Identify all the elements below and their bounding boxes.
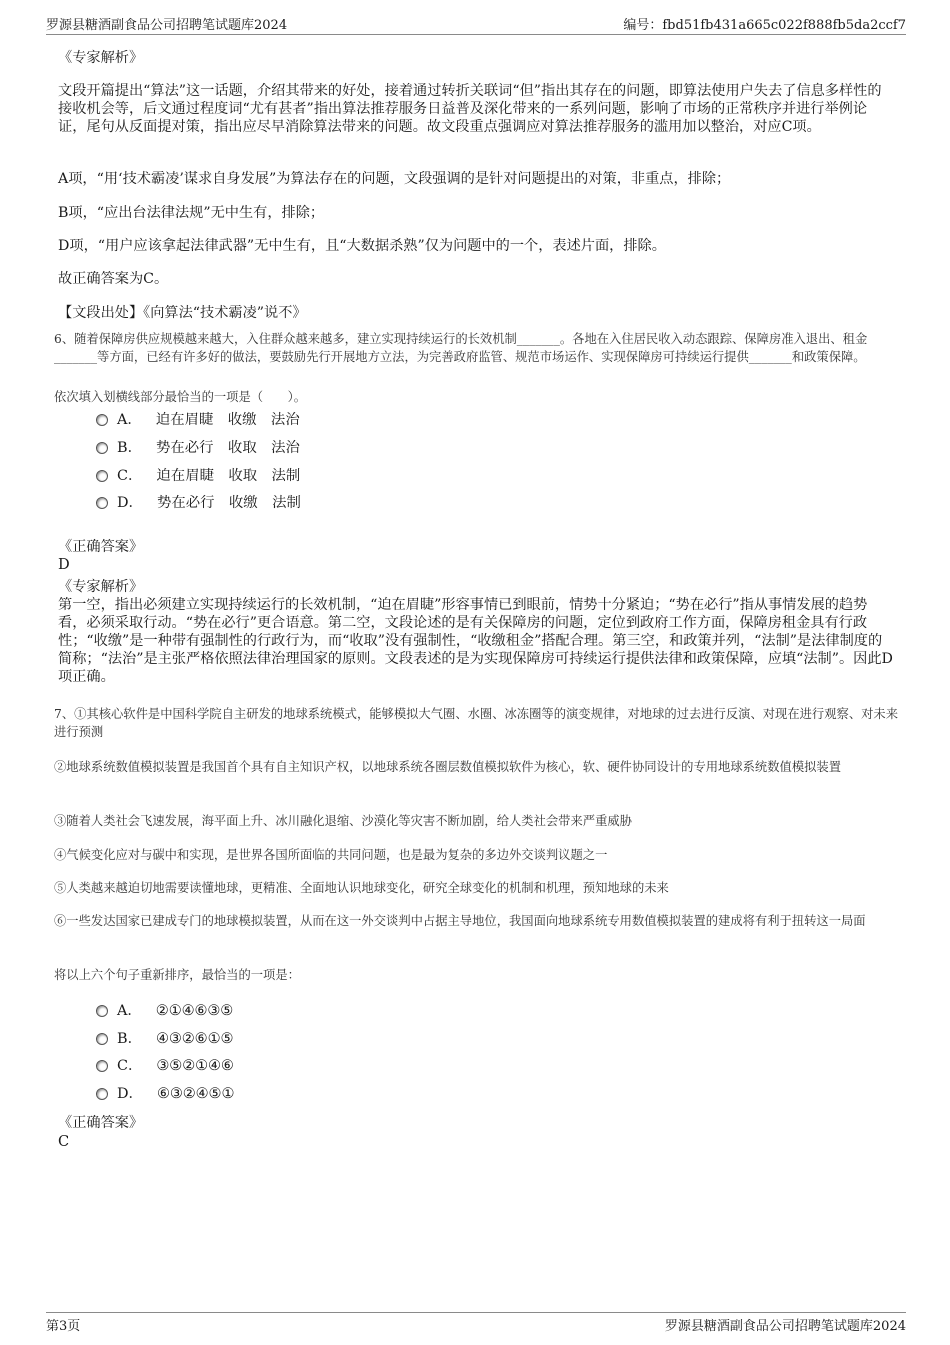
analysis-option-d: D项，“用户应该拿起法律武器”无中生有，且“大数据杀熟”仅为问题中的一个，表述片面，排除。 [58,238,666,254]
q7-prompt: 将以上六个句子重新排序，最恰当的一项是： [54,968,300,982]
page-footer [46,1312,906,1335]
analysis-option-a: A项，“用‘技术霸凌’谋求自身发展”为算法存在的问题，文段强调的是针对问题提出的对策，非重点，排除； [58,171,731,187]
page-number: 第3页 [46,1319,81,1334]
option-text: 迫在眉睫 收取 法制 [156,468,301,484]
expert-analysis-heading: 《专家解析》 [58,50,144,66]
option-text: 迫在眉睫 收缴 法治 [155,412,300,428]
expert-analysis-text: 文段开篇提出“算法”这一话题，介绍其带来的好处，接着通过转折关联词“但”指出其存在的问题，即算法使用户失去了信息多样性的接收机会等，后文通过程度词“尤有甚者”指出算法推荐服务日益普及深化带来的一系列问题，影响了市场的正常秩序并进行举例论证，尾句从反面提对策，指出应尽早消除算法带来的问题。故文段重点强调应对算法推荐服务的滥用加以整治，对应C项。 [58,83,882,135]
q7-sentence-1: 7、①其核心软件是中国科学院自主研发的地球系统模式，能够模拟大气圈、水圈、冰冻圈等的演变规律，对地球的过去进行反演、对现在进行观察、对未来进行预测 [54,707,899,739]
q7-answer-heading: 《正确答案》 [58,1115,144,1131]
radio-icon[interactable] [96,470,108,482]
radio-icon[interactable] [96,1005,108,1017]
q6-option-c[interactable] [96,466,300,486]
radio-icon[interactable] [96,1033,108,1045]
header-doc-id: 编号：fbd51fb431a665c022f888fb5da2ccf7 [623,18,906,33]
option-text: ②①④⑥③⑤ [155,1003,234,1019]
q7-sentence-2: ②地球系统数值模拟装置是我国首个具有自主知识产权，以地球系统各圈层数值模拟软件为核心，软、硬件协同设计的专用地球系统数值模拟装置 [54,760,842,774]
option-text: 势在必行 收取 法治 [155,440,300,456]
q7-sentence-3: ③随着人类社会飞速发展，海平面上升、冰川融化退缩、沙漠化等灾害不断加剧，给人类社会带来严重威胁 [54,814,632,828]
page-header [46,14,906,35]
option-text: ③⑤②①④⑥ [156,1058,234,1074]
q6-stem: 6、随着保障房供应规模越来越大，入住群众越来越多，建立实现持续运行的长效机制_______。各地在入住居民收入动态跟踪、保障房准入退出、租金_______等方面，已经有许多好的做法，要鼓励先行开展地方立法，为完善政府监管、规范市场运作、实现保障房可持续运行提供_______和政策保障。 [54,332,868,364]
radio-icon[interactable] [96,1060,108,1072]
radio-icon[interactable] [96,442,108,454]
q7-option-b[interactable] [96,1029,233,1049]
option-letter: B． [117,1031,142,1047]
option-letter: D． [117,1086,143,1102]
q7-sentence-5: ⑤人类越来越迫切地需要读懂地球，更精准、全面地认识地球变化，研究全球变化的机制和机理，预知地球的未来 [54,881,669,895]
option-text: 势在必行 收缴 法制 [156,495,301,511]
q6-option-b[interactable] [96,438,300,458]
q6-prompt: 依次填入划横线部分最恰当的一项是（ ）。 [54,390,307,404]
option-letter: A． [117,1003,142,1019]
option-letter: A． [117,412,142,428]
q7-answer: C [58,1133,70,1150]
q6-expert-heading: 《专家解析》 [58,579,144,595]
radio-icon[interactable] [96,1088,108,1100]
radio-icon[interactable] [96,414,108,426]
option-letter: C． [117,1058,143,1074]
q6-answer: D [58,556,70,573]
option-letter: D． [117,495,143,511]
q7-sentence-4: ④气候变化应对与碳中和实现，是世界各国所面临的共同问题，也是最为复杂的多边外交谈判议题之一 [54,848,608,862]
q7-option-c[interactable] [96,1056,234,1076]
q6-option-a[interactable] [96,410,300,430]
q6-answer-heading: 《正确答案》 [58,539,144,555]
radio-icon[interactable] [96,497,108,509]
correct-answer-conclusion: 故正确答案为C。 [58,271,169,287]
option-letter: B． [117,440,142,456]
option-text: ⑥③②④⑤① [156,1086,235,1102]
option-text: ④③②⑥①⑤ [155,1031,234,1047]
option-letter: C． [117,468,143,484]
q7-option-d[interactable] [96,1084,234,1104]
analysis-option-b: B项，“应出台法律法规”无中生有，排除； [58,205,325,221]
header-title: 罗源县糖酒副食品公司招聘笔试题库2024 [46,18,288,33]
q6-option-d[interactable] [96,493,301,513]
q7-sentence-6: ⑥一些发达国家已建成专门的地球模拟装置，从而在这一外交谈判中占据主导地位，我国面向地球系统专用数值模拟装置的建成将有利于扭转这一局面 [54,914,866,928]
footer-title: 罗源县糖酒副食品公司招聘笔试题库2024 [664,1319,906,1334]
passage-source: 【文段出处】《向算法“技术霸凌”说不》 [58,305,307,321]
q6-expert-analysis: 第一空，指出必须建立实现持续运行的长效机制，“迫在眉睫”形容事情已到眼前，情势十分紧迫；“势在必行”指从事情发展的趋势看，必须采取行动。“势在必行”更合语意。第二空，文段论述的是有关保障房的问题，定位到政府工作方面，保障房租金具有行政性；“收缴”是一种带有强制性的行政行为，而“收取”没有强制性，“收缴租金”搭配合理。第三空，和政策并列，“法制”是法律制度的简称；“法治”是主张严格依照法律治理国家的原则。文段表述的是为实现保障房可持续运行提供法律和政策保障，应填“法制”。因此D项正确。 [58,597,893,685]
q7-option-a[interactable] [96,1001,233,1021]
